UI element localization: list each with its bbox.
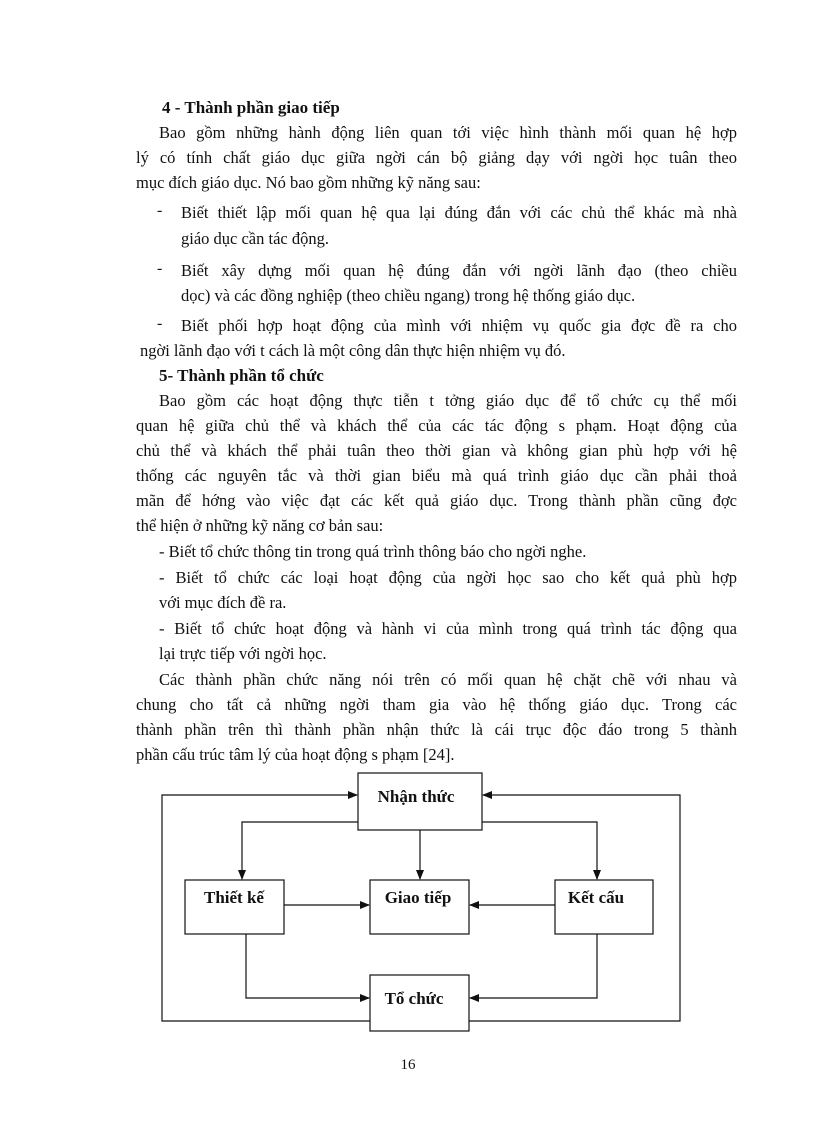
list-item-line: - Biết tổ chức thông tin trong quá trình thông báo cho ngời nghe. [159,542,587,561]
paragraph-line: quan hệ giữa chủ thể và khách thể của các tác động s phạm. Hoạt động của [136,416,737,435]
paragraph-line: thành phần trên thì thành phần nhận thức là cái trục độc đáo trong 5 thành [136,720,737,739]
bullet-line: Biết thiết lập mối quan hệ qua lại đúng đắn với các chủ thể khác mà nhà [181,203,737,222]
section-5-heading: 5- Thành phần tổ chức [159,366,324,385]
paragraph-line: chủ thể và khách thể phải tuân theo thời gian và không gian phù hợp với hệ [136,441,737,460]
paragraph-line: mục đích giáo dục. Nó bao gồm những kỹ năng sau: [136,173,481,192]
arrow-ketcau-tochuc [470,934,597,998]
arrow-thietke-tochuc [246,934,369,998]
paragraph-line: lý có tính chất giáo dục giữa ngời cán bộ giảng dạy với ngời học tuân theo [136,148,737,167]
arrow-loop-left [162,795,370,1021]
label-giao-tiep: Giao tiếp [384,888,452,907]
paragraph-line: thể hiện ở những kỹ năng cơ bản sau: [136,516,384,535]
paragraph-line: mãn để hớng vào việc đạt các kết quả giáo dục. Trong thành phần cũng đợc [136,491,737,510]
label-nhan-thuc: Nhận thức [377,787,455,806]
bullet-marker: - [157,202,163,219]
arrow-nhanthuc-thietke [242,822,358,879]
list-item-line: - Biết tổ chức hoạt động và hành vi của mình trong quá trình tác động qua [159,619,737,638]
paragraph-line: phần cấu trúc tâm lý của hoạt động s phạm [24]. [136,745,455,764]
section-4-heading: 4 - Thành phần giao tiếp [162,98,340,117]
bullet-line: ngời lãnh đạo với t cách là một công dân thực hiện nhiệm vụ đó. [140,341,566,360]
paragraph-line: thống các nguyên tắc và thời gian biểu mà quá trình giáo dục cần phải thoả [136,466,737,485]
arrow-loop-right [469,795,680,1021]
label-ket-cau: Kết cấu [567,888,625,907]
label-to-chuc: Tổ chức [384,989,444,1008]
bullet-line: Biết phối hợp hoạt động của mình với nhiệm vụ quốc gia đợc đề ra cho [181,316,737,335]
bullet-marker: - [157,315,163,332]
list-item-line: với mục đích đề ra. [159,593,287,612]
paragraph-line: Bao gồm các hoạt động thực tiễn t tởng giáo dục để tổ chức cụ thể mối [159,391,737,410]
paragraph-line: Bao gồm những hành động liên quan tới việc hình thành mối quan hệ hợp [159,123,737,142]
list-item-line: lại trực tiếp với ngời học. [159,644,327,663]
list-item-line: - Biết tổ chức các loại hoạt động của ngời học sao cho kết quả phù hợp [159,568,737,587]
bullet-line: dọc) và các đồng nghiệp (theo chiều ngang) trong hệ thống giáo dục. [181,286,636,305]
paragraph-line: Các thành phần chức năng nói trên có mối quan hệ chặt chẽ với nhau và [159,670,737,689]
label-thiet-ke: Thiết kế [204,888,264,907]
arrow-nhanthuc-ketcau [482,822,597,879]
bullet-line: Biết xây dựng mối quan hệ đúng đắn với ngời lãnh đạo (theo chiều [181,261,737,280]
bullet-line: giáo dục cần tác động. [181,229,329,248]
bullet-marker: - [157,260,163,277]
page-number: 16 [400,1057,416,1073]
paragraph-line: chung cho tất cả những ngời tham gia vào hệ thống giáo dục. Trong các [136,695,737,714]
